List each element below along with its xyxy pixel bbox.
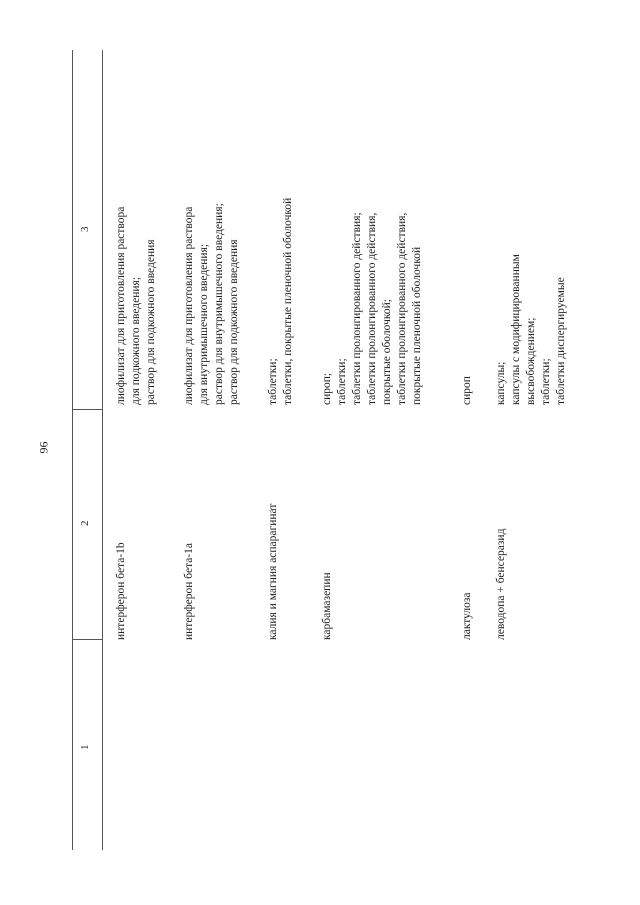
dosage-form-line: капсулы; [495, 361, 507, 405]
column-header-2: 2 [79, 520, 91, 526]
dosage-form-line: капсулы с модифицированным [510, 254, 522, 405]
dosage-forms [494, 55, 569, 405]
drug-name: калия и магния аспарагинат [267, 503, 279, 640]
dosage-form-line: таблетки; [540, 358, 552, 405]
dosage-forms [266, 55, 296, 405]
dosage-form-line: таблетки; [267, 358, 279, 405]
dosage-form-line: сироп; [321, 372, 333, 405]
dosage-form-line: раствор для подкожного введения [228, 239, 240, 405]
dosage-form-line: таблетки пролонгированного действия; [351, 212, 363, 405]
column-header-1: 1 [79, 744, 91, 750]
dosage-forms [320, 55, 425, 405]
drug-name: карбамазепин [321, 572, 333, 640]
dosage-form-line: таблетки диспергируемые [555, 277, 567, 405]
table-container [72, 50, 638, 850]
dosage-form-line: для подкожного введения; [130, 276, 142, 405]
page-number: 96 [36, 441, 51, 454]
dosage-form-line: лиофилизат для приготовления раствора [115, 206, 127, 405]
table-header-divider [102, 50, 103, 850]
dosage-forms [182, 55, 242, 405]
dosage-forms [460, 55, 475, 405]
dosage-form-line: раствор для внутримышечного введения; [213, 203, 225, 405]
table-top-border [72, 50, 73, 850]
drug-name: интерферон бета-1a [183, 542, 195, 640]
dosage-form-line: покрытые пленочной оболочкой [411, 246, 423, 405]
dosage-form-line: таблетки, покрытые пленочной оболочкой [282, 197, 294, 405]
drug-name: леводопа + бенсеразид [495, 528, 507, 640]
dosage-form-line: таблетки; [336, 358, 348, 405]
dosage-form-line: сироп [461, 376, 473, 405]
dosage-form-line: раствор для подкожного введения [145, 239, 157, 405]
drug-name: интерферон бета-1b [115, 542, 127, 640]
column-divider-2 [72, 409, 102, 410]
dosage-form-line: таблетки пролонгированного действия, [366, 212, 378, 405]
drug-name: лактулоза [461, 592, 473, 640]
dosage-form-line: покрытые оболочкой; [381, 299, 393, 405]
dosage-form-line: для внутримышечного введения; [198, 243, 210, 405]
column-header-3: 3 [79, 226, 91, 232]
column-divider-1 [72, 639, 102, 640]
dosage-form-line: лиофилизат для приготовления раствора [183, 206, 195, 405]
dosage-forms [114, 55, 159, 405]
dosage-form-line: высвобождением; [525, 317, 537, 405]
dosage-form-line: таблетки пролонгированного действия, [396, 212, 408, 405]
